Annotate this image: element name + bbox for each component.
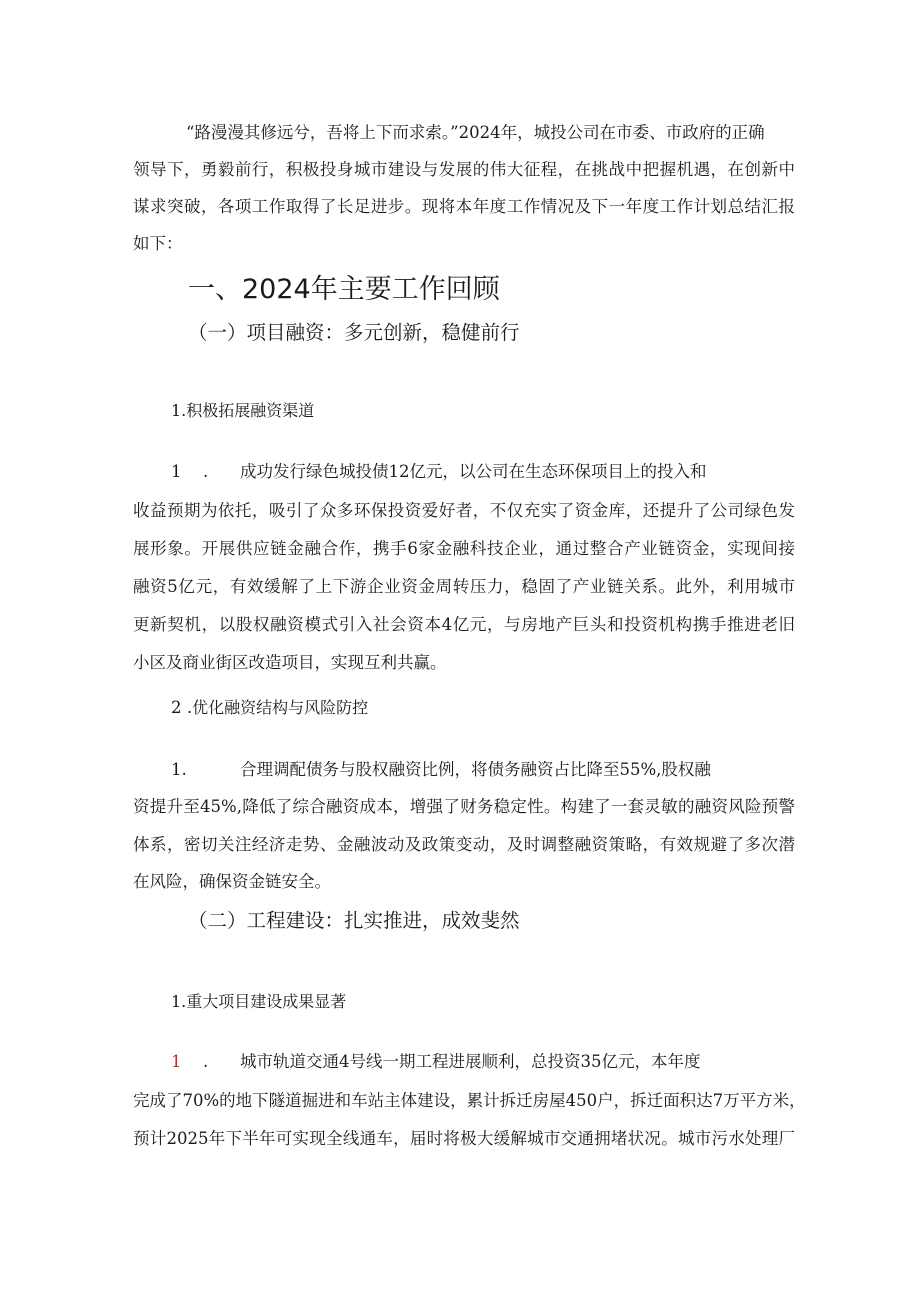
list-dot: .: [203, 1052, 209, 1071]
paragraph-line: 城市轨道交通4号线一期工程进展顺利，总投资35亿元，本年度: [240, 1052, 701, 1071]
subsection-heading: 1.积极拓展融资渠道: [171, 401, 315, 420]
paragraph-line: 更新契机，以股权融资模式引入社会资本4亿元，与房地产巨头和投资机构携手推进老旧: [133, 615, 795, 634]
paragraph-line: 收益预期为依托，吸引了众多环保投资爱好者，不仅充实了资金库，还提升了公司绿色发: [133, 501, 795, 520]
intro-line-2: 领导下，勇毅前行，积极投身城市建设与发展的伟大征程，在挑战中把握机遇，在创新中: [133, 160, 795, 179]
list-number: 1: [171, 1052, 182, 1071]
paragraph-line: 小区及商业街区改造项目，实现互利共赢。: [133, 653, 447, 672]
paragraph-line: 成功发行绿色城投债12亿元，以公司在生态环保项目上的投入和: [240, 462, 707, 481]
list-number: 1: [171, 462, 182, 481]
part1-heading: （一）项目融资：多元创新，稳健前行: [188, 321, 520, 344]
subsection-heading: 1.重大项目建设成果显著: [171, 992, 347, 1011]
paragraph-line: 合理调配债务与股权融资比例，将债务融资占比降至55%,股权融: [240, 760, 711, 779]
paragraph-line: 完成了70%的地下隧道掘进和车站主体建设，累计拆迁房屋450户，拆迁面积达7万平方米，: [133, 1091, 806, 1110]
section-heading: 一、2024年主要工作回顾: [188, 274, 500, 305]
intro-line-1: “路漫漫其修远兮，吾将上下而求索。”2024年，城投公司在市委、市政府的正确: [186, 123, 765, 142]
paragraph-line: 预计2025年下半年可实现全线通车，届时将极大缓解城市交通拥堵状况。城市污水处理厂: [133, 1129, 795, 1148]
list-number: 2: [171, 698, 182, 717]
paragraph-line: 在风险，确保资金链安全。: [133, 872, 331, 891]
list-number: 1.: [171, 760, 187, 779]
paragraph-line: 体系，密切关注经济走势、金融波动及政策变动，及时调整融资策略，有效规避了多次潜: [133, 835, 795, 854]
intro-line-4: 如下：: [133, 234, 183, 253]
paragraph-line: 展形象。开展供应链金融合作，携手6家金融科技企业，通过整合产业链资金，实现间接: [133, 539, 795, 558]
part2-heading: （二）工程建设：扎实推进，成效斐然: [188, 909, 520, 932]
list-dot: .: [203, 462, 209, 481]
subsection-heading: .优化融资结构与风险防控: [187, 698, 369, 717]
paragraph-line: 融资5亿元，有效缓解了上下游企业资金周转压力，稳固了产业链关系。此外，利用城市: [133, 577, 795, 596]
paragraph-line: 资提升至45%,降低了综合融资成本，增强了财务稳定性。构建了一套灵敏的融资风险预警: [133, 797, 795, 816]
intro-line-3: 谋求突破，各项工作取得了长足进步。现将本年度工作情况及下一年度工作计划总结汇报: [133, 197, 795, 216]
